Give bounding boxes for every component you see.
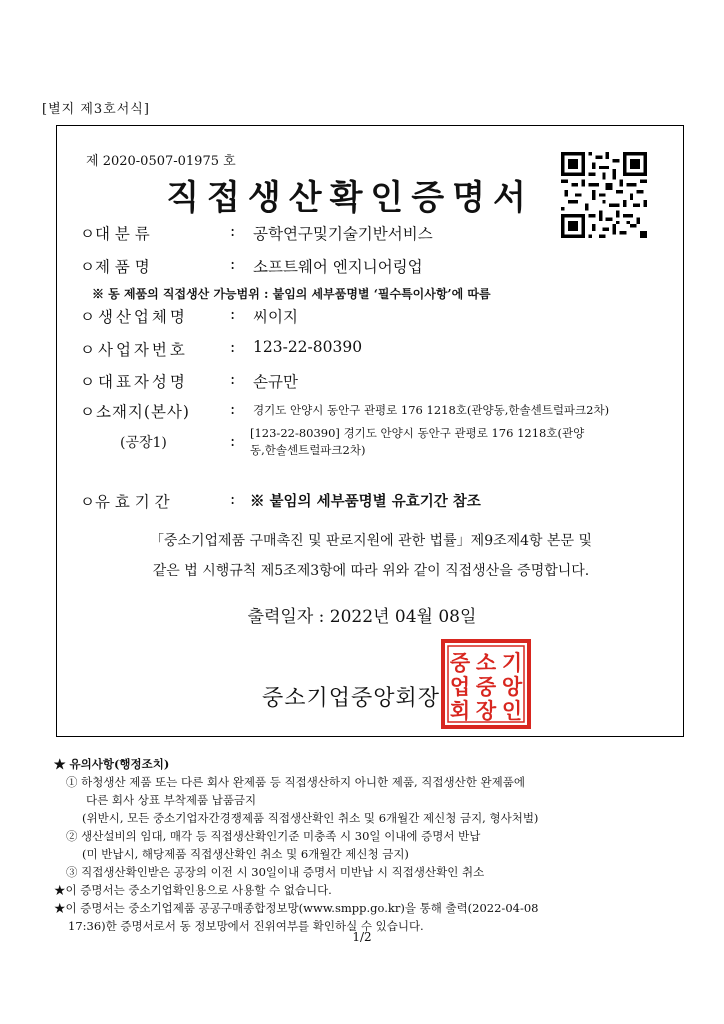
biz-no-value: 123-22-80390 bbox=[253, 338, 363, 356]
note-item-1c: (위반시, 모든 중소기업자간경쟁제품 직접생산확인 취소 및 6개월간 제신청 금지, 형사처벌) bbox=[82, 811, 539, 825]
statement-line2: 같은 법 시행규칙 제5조제3항에 따라 위와 같이 직접생산을 증명합니다. bbox=[152, 563, 590, 579]
notes-section bbox=[54, 755, 704, 935]
note-item-1a: ① 하청생산 제품 또는 다른 회사 완제품 등 직접생산하지 아니한 제품, 직접생산한 완제품에 bbox=[66, 775, 525, 789]
ceo-label: ㅇ대표자성명 bbox=[80, 373, 188, 391]
product-value: 소프트웨어 엔지니어링업 bbox=[253, 258, 423, 276]
svg-text:회: 회 bbox=[449, 699, 471, 723]
note-item-1b: 다른 회사 상표 부착제품 납품금지 bbox=[86, 793, 257, 807]
scope-note: ※ 동 제품의 직접생산 가능범위 : 붙임의 세부품명별 ‘필수특이사항’에 따름 bbox=[92, 287, 491, 301]
note-star-2: ★이 증명서는 중소기업확인용으로 사용할 수 없습니다. bbox=[54, 883, 332, 897]
notes-heading: ★ 유의사항(행정조치) bbox=[54, 757, 170, 771]
note-item-2b: (미 반납시, 해당제품 직접생산확인 취소 및 6개월간 제신청 금지) bbox=[82, 847, 409, 861]
biz-no-colon: : bbox=[230, 338, 236, 356]
validity-colon: : bbox=[230, 490, 236, 508]
issuer-name: 중소기업중앙회장 bbox=[262, 686, 441, 711]
company-label: ㅇ생산업체명 bbox=[80, 308, 188, 326]
factory-line2: 동,한솔센트럴파크2차) bbox=[250, 443, 366, 457]
svg-text:앙: 앙 bbox=[501, 675, 523, 699]
ceo-colon: : bbox=[230, 370, 236, 388]
factory-line1: [123-22-80390] 경기도 안양시 동안구 관평로 176 1218호(관양 bbox=[250, 426, 585, 440]
svg-text:기: 기 bbox=[501, 651, 523, 675]
address-label: ㅇ소재지(본사) bbox=[80, 403, 190, 421]
category-label: ㅇ대 분 류 bbox=[80, 225, 150, 243]
print-date: 출력일자 : 2022년 04월 08일 bbox=[247, 607, 477, 627]
company-value: 씨이지 bbox=[253, 308, 298, 326]
category-colon: : bbox=[230, 222, 236, 240]
factory-label: (공장1) bbox=[120, 435, 167, 451]
svg-text:업: 업 bbox=[449, 675, 471, 699]
doc-number: 제 2020-0507-01975 호 bbox=[86, 154, 236, 169]
svg-text:중: 중 bbox=[449, 651, 471, 675]
product-colon: : bbox=[230, 255, 236, 273]
category-value: 공학연구및기술기반서비스 bbox=[253, 225, 433, 243]
qr-code-icon bbox=[561, 152, 647, 238]
address-colon: : bbox=[230, 400, 236, 418]
note-item-3: ③ 직접생산확인받은 공장의 이전 시 30일이내 증명서 미반납 시 직접생산확인 취소 bbox=[66, 865, 485, 879]
ceo-value: 손규만 bbox=[253, 373, 298, 391]
product-label: ㅇ제 품 명 bbox=[80, 258, 150, 276]
svg-text:인: 인 bbox=[501, 699, 523, 723]
validity-value: ※ 붙임의 세부품명별 유효기간 참조 bbox=[250, 493, 481, 510]
form-label: [별지 제3호서식] bbox=[42, 102, 150, 117]
page-number: 1/2 bbox=[352, 930, 372, 944]
note-star-3a: ★이 증명서는 중소기업제품 공공구매종합정보망(www.smpp.go.kr)을 통해 출력(2022-04-08 bbox=[54, 901, 539, 915]
biz-no-label: ㅇ사업자번호 bbox=[80, 341, 188, 359]
note-star-3b: 17:36)한 증명서로서 동 정보망에서 진위여부를 확인하실 수 있습니다. bbox=[68, 919, 424, 933]
svg-text:중: 중 bbox=[475, 675, 497, 699]
company-colon: : bbox=[230, 305, 236, 323]
validity-label: ㅇ유 효 기 간 bbox=[80, 493, 170, 511]
factory-colon: : bbox=[230, 432, 236, 450]
note-item-2a: ② 생산설비의 임대, 매각 등 직접생산확인기준 미충족 시 30일 이내에 증명서 반납 bbox=[66, 829, 481, 843]
svg-text:장: 장 bbox=[475, 699, 497, 723]
page-title: 직접생산확인증명서 bbox=[166, 178, 534, 218]
address-value: 경기도 안양시 동안구 관평로 176 1218호(관양동,한솔센트럴파크2차) bbox=[253, 403, 610, 417]
svg-text:소: 소 bbox=[475, 651, 497, 675]
official-seal-icon bbox=[440, 638, 532, 730]
statement-line1: 「중소기업제품 구매촉진 및 판로지원에 관한 법률」제9조제4항 본문 및 bbox=[149, 533, 593, 549]
